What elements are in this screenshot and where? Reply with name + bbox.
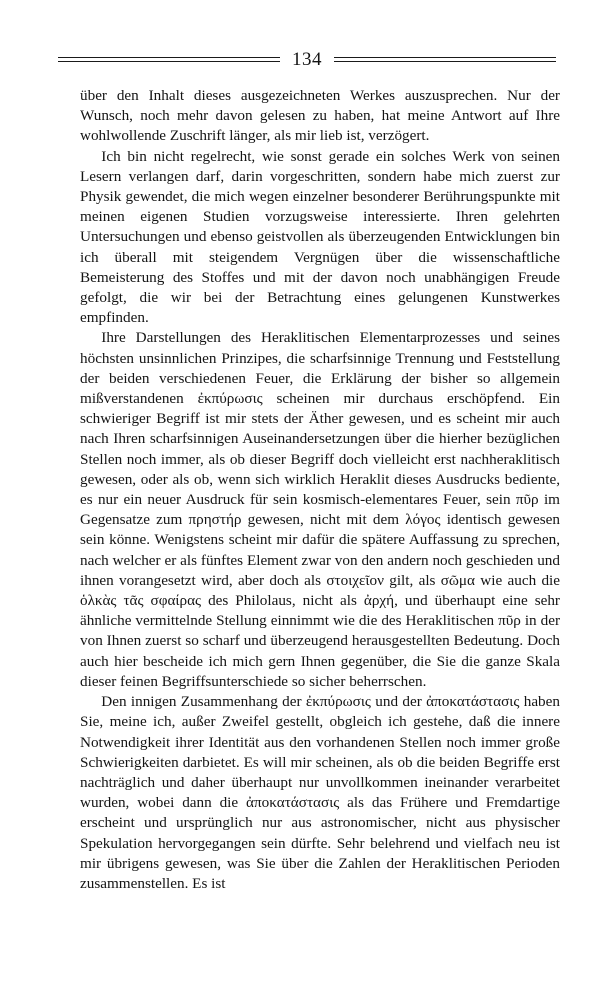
header-rule-right — [334, 57, 556, 62]
paragraph-4: Den innigen Zusammenhang der ἐκπύρωσις und der ἀποκατάστασις haben Sie, meine ich, außer Zweifel gestellt, obgleich ich gestehe, daß die innere Notwendigkeit ihrer Identität aus den vorhandenen Stellen noch immer große Schwierigkeiten darbietet. Es will mir scheinen, als ob die beiden Begriffe erst nachträglich und daher überhaupt nur unvollkommen ineinander verarbeitet wurden, wobei dann die ἀποκατάστασις als das Frühere und Fremdartige erscheint und ursprünglich nur aus astronomischer, nicht aus physischer Spekulation hervorgegangen sein dürfte. Sehr belehrend und vielfach neu ist mir übrigens gewesen, was Sie über die Zahlen der Heraklitischen Perioden zusammenstellen. Es ist — [80, 693, 560, 892]
body-text — [80, 86, 560, 894]
paragraph-3: Ihre Darstellungen des Heraklitischen Elementarprozesses und seines höchsten unsinnlichen Prinzipes, die scharfsinnige Trennung und Feststellung der beiden verschiedenen Feuer, die Erklärung der bisher so allgemein mißverstandenen ἐκπύρωσις scheinen mir durchaus erschöpfend. Ein schwieriger Begriff ist mir stets der Äther gewesen, und es scheint mir auch nach Ihren scharfsinnigen Auseinandersetzungen über die hierher bezüglichen Stellen noch immer, als ob dieser Begriff doch vielleicht erst nachheraklitisch gewesen, oder als ob, wenn sich wirklich Heraklit dieses Ausdrucks bediente, es nur ein neuer Ausdruck für sein kosmisch-elementares Feuer, sein πῦρ im Gegensatze zum πρηστήρ gewesen, nicht mit dem λόγος identisch gewesen sein könne. Wenigstens scheint mir dafür die spätere Auffassung zu sprechen, nach welcher er als fünftes Element zwar von den andern noch geschieden und ihnen vorangesetzt wird, aber doch als στοιχεῖον gilt, als σῶμα wie auch die ὁλκὰς τᾶς σφαίρας des Philolaus, nicht als ἀρχή, und überhaupt eine sehr ähnliche vermittelnde Stellung einnimmt wie die des Heraklitischen πῦρ in der von Ihnen zuerst so scharf und überzeugend herausgestellten Bedeutung. Doch auch hier bescheide ich mich gern Ihnen gegenüber, die Sie die ganze Skala dieser feinen Begriffsunterschiede so sicher beherrschen. — [80, 329, 560, 690]
header-rule-left — [58, 57, 280, 62]
page-header — [58, 44, 556, 74]
paragraph-1: über den Inhalt dieses ausgezeichneten Werkes auszusprechen. Nur der Wunsch, noch mehr davon gelesen zu haben, hat meine Antwort auf Ihre wohlwollende Zuschrift länger, als mir lieb ist, verzögert. — [80, 87, 560, 145]
paragraph-2: Ich bin nicht regelrecht, wie sonst gerade ein solches Werk von seinen Lesern verlangen darf, darin vorgeschritten, sondern habe mich zuerst zur Physik gewendet, die mich wegen einzelner besonderer Berührungspunkte mit meinen eigenen Studien vorzugsweise interessierte. Ihren gelehrten Untersuchungen und ebenso geistvollen als überzeugenden Entwicklungen bin ich überall mit steigendem Vergnügen über die wissenschaftliche Bemeisterung des Stoffes und mit der davon noch unabhängigen Freude gefolgt, die wir bei der Betrachtung eines gelungenen Kunstwerkes empfinden. — [80, 147, 560, 327]
page-number: 134 — [292, 48, 322, 70]
